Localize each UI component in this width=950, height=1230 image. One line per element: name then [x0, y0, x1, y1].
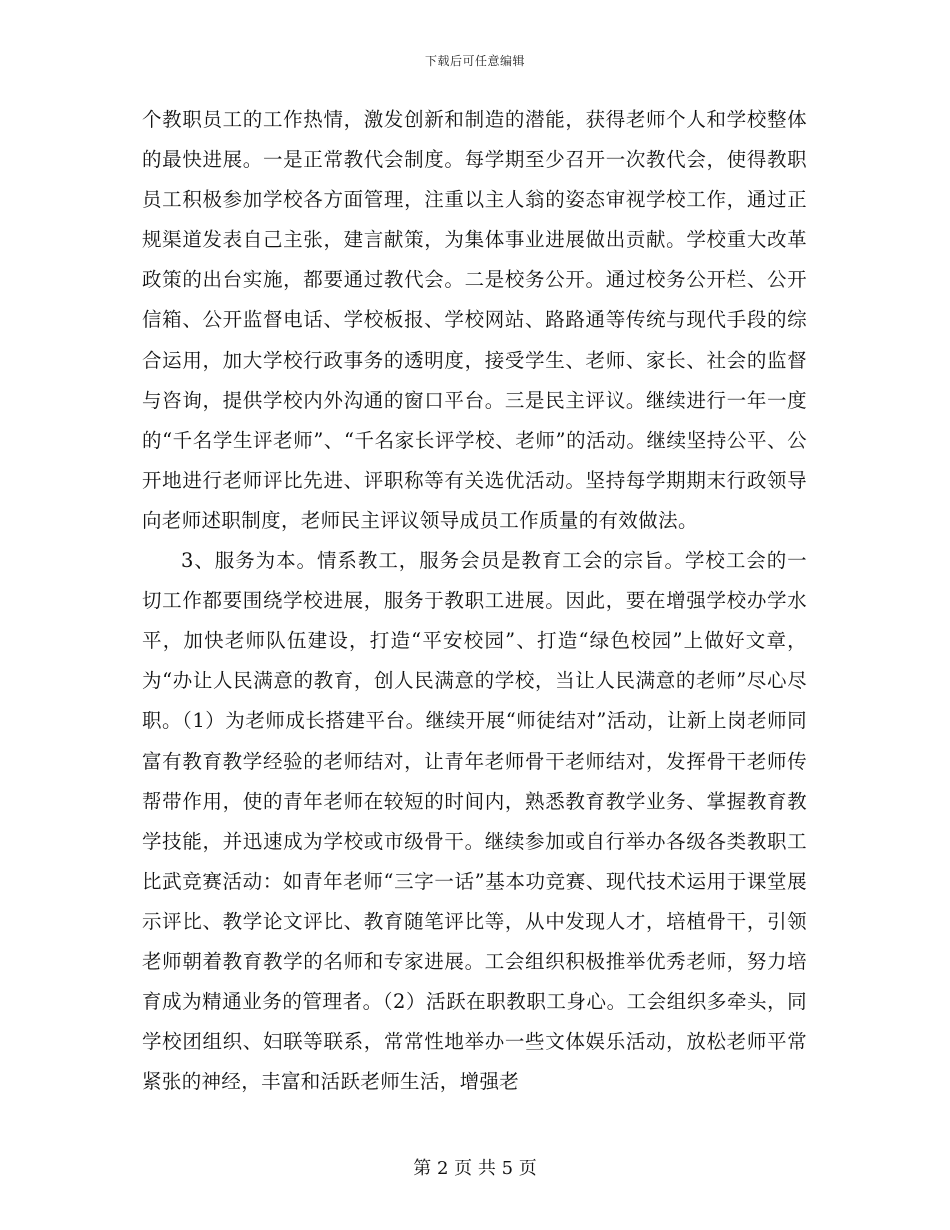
- paragraph-2: 3、服务为本。情系教工，服务会员是教育工会的宗旨。学校工会的一切工作都要围绕学校进展，服务于教职工进展。因此，要在增强学校办学水平，加快老师队伍建设，打造“平安校园”、打造“绿色校园”上做好文章，为“办让人民满意的教育，创人民满意的学校，当让人民满意的老师”尽心尽职。（1）为老师成长搭建平台。继续开展“师徒结对”活动，让新上岗老师同富有教育教学经验的老师结对，让青年老师骨干老师结对，发挥骨干老师传帮带作用，使的青年老师在较短的时间内，熟悉教育教学业务、掌握教育教学技能，并迅速成为学校或市级骨干。继续参加或自行举办各级各类教职工比武竞赛活动：如青年老师“三字一话”基本功竞赛、现代技术运用于课堂展示评比、教学论文评比、教育随笔评比等，从中发现人才，培植骨干，引领老师朝着教育教学的名师和专家进展。工会组织积极推举优秀老师，努力培育成为精通业务的管理者。（2）活跃在职教职工身心。工会组织多牵头，同学校团组织、妇联等联系，常常性地举办一些文体娱乐活动，放松老师平常紧张的神经，丰富和活跃老师生活，增强老: [142, 549, 807, 1094]
- header-note: 下载后可任意编辑: [424, 54, 525, 68]
- body-text: [142, 100, 807, 1102]
- page-number: 第 2 页 共 5 页: [413, 1158, 537, 1179]
- paragraph-1: 个教职员工的工作热情，激发创新和制造的潜能，获得老师个人和学校整体的最快进展。一是正常教代会制度。每学期至少召开一次教代会，使得教职员工积极参加学校各方面管理，注重以主人翁的姿态审视学校工作，通过正规渠道发表自己主张，建言献策，为集体事业进展做出贡献。学校重大改革政策的出台实施，都要通过教代会。二是校务公开。通过校务公开栏、公开信箱、公开监督电话、学校板报、学校网站、路路通等传统与现代手段的综合运用，加大学校行政事务的透明度，接受学生、老师、家长、社会的监督与咨询，提供学校内外沟通的窗口平台。三是民主评议。继续进行一年一度的“千名学生评老师”、“千名家长评学校、老师”的活动。继续坚持公平、公开地进行老师评比先进、评职称等有关选优活动。坚持每学期期末行政领导向老师述职制度，老师民主评议领导成员工作质量的有效做法。: [142, 108, 807, 532]
